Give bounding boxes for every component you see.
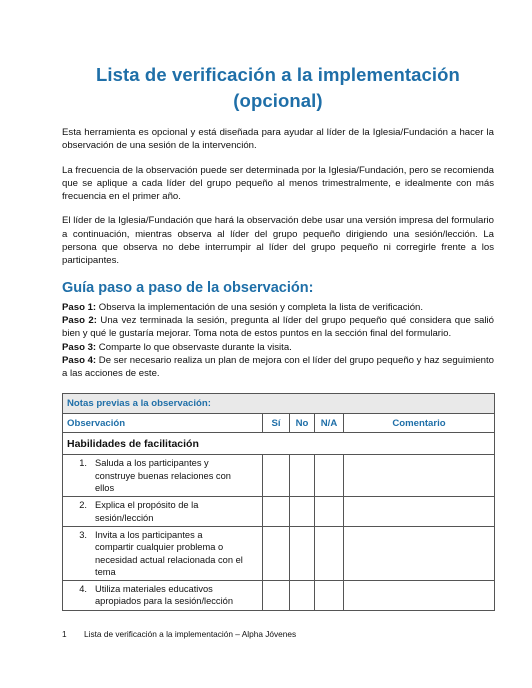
footer-text: Lista de verificación a la implementación – Alpha Jóvenes xyxy=(84,629,297,639)
step-2: Paso 2: Una vez terminada la sesión, pregunta al líder del grupo pequeño qué considera que salió bien y qué le gustaría mejorar. Toma nota de estos puntos en la sección final del formulario. xyxy=(62,314,494,340)
intro-paragraph-3: El líder de la Iglesia/Fundación que hará la observación debe usar una versión impresa del formulario a continuación, mientras observa al líder del grupo pequeño dirigiendo una sesión/lección. La persona que observa no debe interrumpir al líder del grupo pequeño ni corregirle frente a los participantes. xyxy=(62,215,494,267)
document-page xyxy=(62,62,494,611)
item-3-no-cell[interactable] xyxy=(290,526,315,580)
page-title xyxy=(62,62,494,114)
item-2-description: 2. Explica el propósito de la sesión/lección xyxy=(63,497,263,527)
step-1: Paso 1: Observa la implementación de una sesión y completa la lista de verificación. xyxy=(62,301,424,313)
notes-row xyxy=(63,394,495,414)
intro-paragraph-2: La frecuencia de la observación puede ser determinada por la Iglesia/Fundación, pero se recomienda que se aplique a cada líder del grupo pequeño al menos trimestralmente, e idealmente con más frecuencia en el primer año. xyxy=(62,164,494,203)
col-comentario: Comentario xyxy=(344,414,495,433)
item-3-si-cell[interactable] xyxy=(263,526,290,580)
item-2-comment-cell[interactable] xyxy=(344,497,495,527)
notes-label[interactable]: Notas previas a la observación: xyxy=(63,394,495,414)
table-row xyxy=(63,455,495,497)
title-line-1: Lista de verificación a la implementación xyxy=(96,64,460,85)
item-2-no-cell[interactable] xyxy=(290,497,315,527)
item-1-comment-cell[interactable] xyxy=(344,455,495,497)
page-footer xyxy=(62,629,296,639)
step-3: Paso 3: Comparte lo que observaste durante la visita. xyxy=(62,341,292,353)
item-2-na-cell[interactable] xyxy=(315,497,344,527)
item-1-description: 1. Saluda a los participantes y construye buenas relaciones con ellos xyxy=(63,455,263,497)
col-no: No xyxy=(290,414,315,433)
item-1-no-cell[interactable] xyxy=(290,455,315,497)
observation-table xyxy=(62,393,495,610)
intro-paragraph-1: Esta herramienta es opcional y está diseñada para ayudar al líder de la Iglesia/Fundación a hacer la observación de una sesión de la intervención. xyxy=(62,127,494,152)
col-na: N/A xyxy=(315,414,344,433)
item-4-na-cell[interactable] xyxy=(315,581,344,611)
step-4: Paso 4: De ser necesario realiza un plan de mejora con el líder del grupo pequeño y haz seguimiento a las acciones de este. xyxy=(62,354,494,380)
page-number: 1 xyxy=(62,629,67,639)
item-3-na-cell[interactable] xyxy=(315,526,344,580)
item-2-si-cell[interactable] xyxy=(263,497,290,527)
section-label: Habilidades de facilitación xyxy=(63,433,495,455)
table-row xyxy=(63,581,495,611)
table-row xyxy=(63,526,495,580)
steps-list xyxy=(62,301,494,381)
item-1-si-cell[interactable] xyxy=(263,455,290,497)
title-line-2: (opcional) xyxy=(233,90,323,111)
section-row xyxy=(63,433,495,455)
item-3-comment-cell[interactable] xyxy=(344,526,495,580)
col-si: Sí xyxy=(263,414,290,433)
column-header-row xyxy=(63,414,495,433)
item-4-si-cell[interactable] xyxy=(263,581,290,611)
guide-heading: Guía paso a paso de la observación: xyxy=(62,279,314,296)
item-4-comment-cell[interactable] xyxy=(344,581,495,611)
item-4-description: 4. Utiliza materiales educativos apropiados para la sesión/lección xyxy=(63,581,263,611)
col-observacion: Observación xyxy=(63,414,263,433)
item-1-na-cell[interactable] xyxy=(315,455,344,497)
item-3-description: 3. Invita a los participantes a compartir cualquier problema o necesidad actual relacionada con el tema xyxy=(63,526,263,580)
table-row xyxy=(63,497,495,527)
item-4-no-cell[interactable] xyxy=(290,581,315,611)
